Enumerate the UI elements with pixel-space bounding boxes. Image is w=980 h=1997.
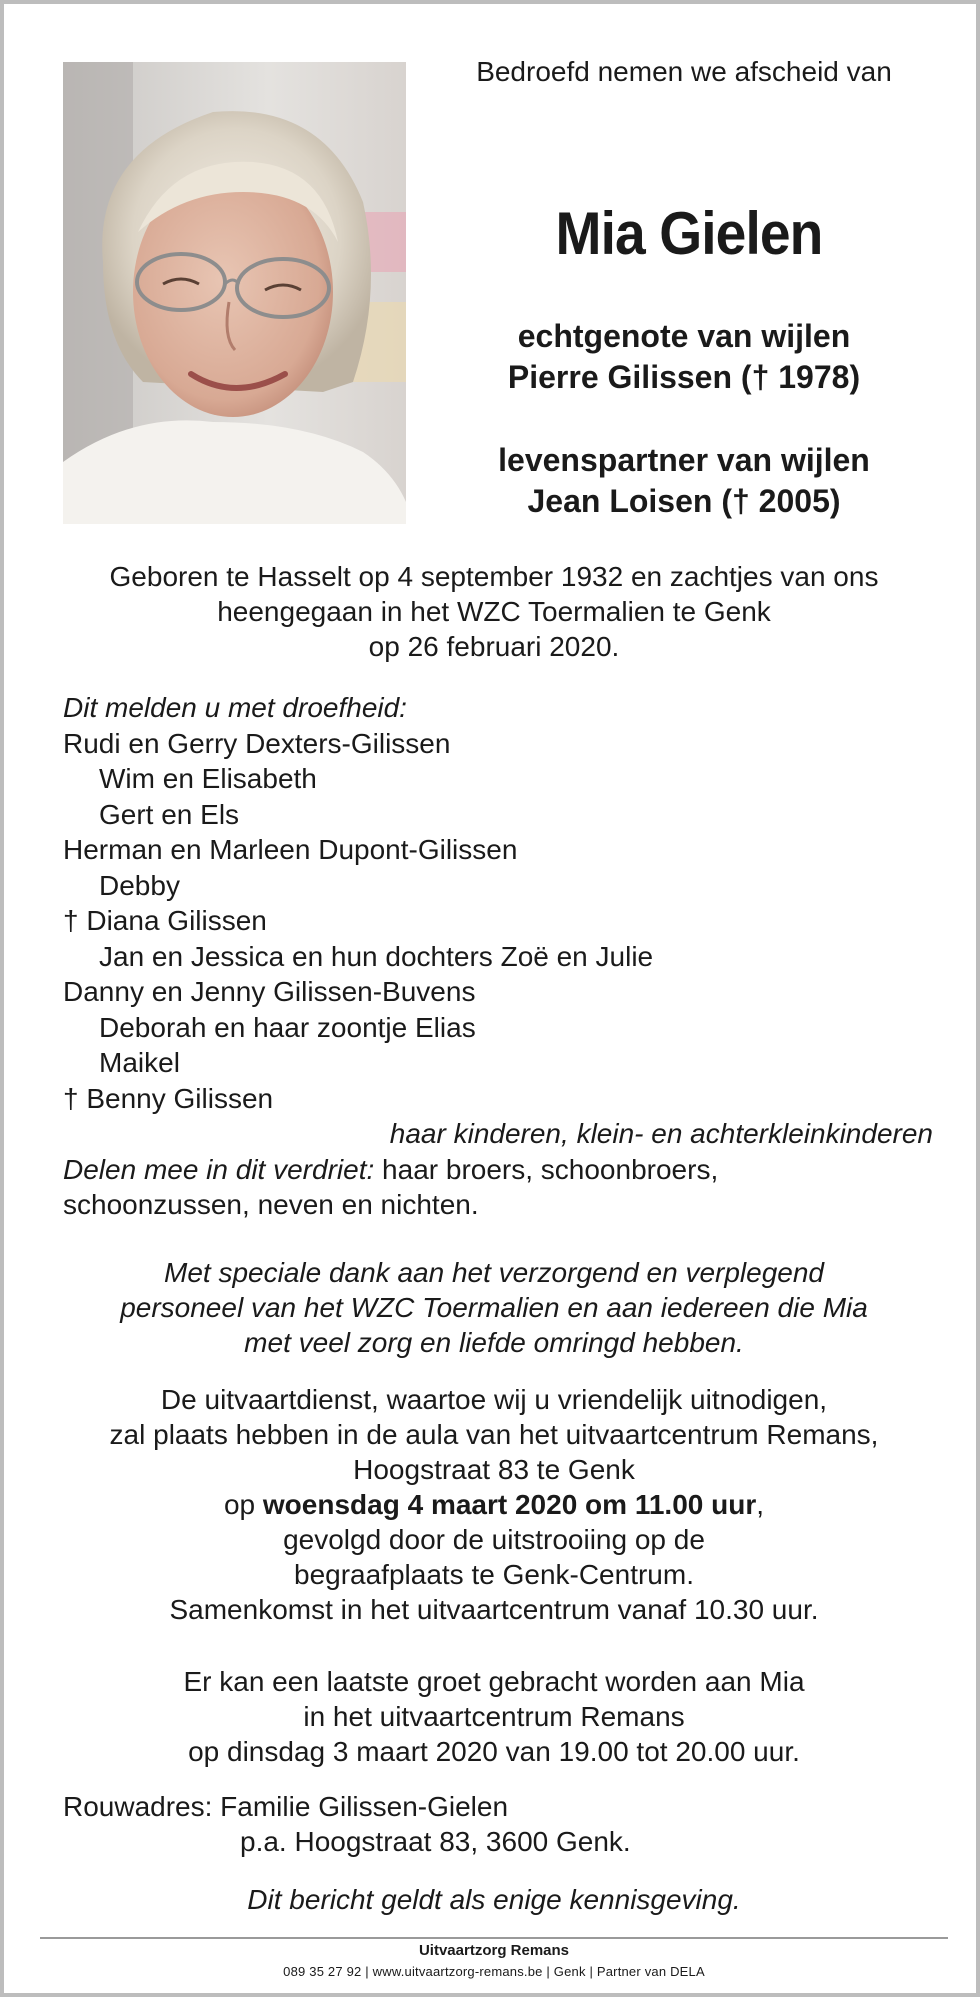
partner-block: [424, 440, 944, 522]
bio-line: Geboren te Hasselt op 4 september 1932 en zachtjes van ons: [109, 561, 879, 592]
family-row: † Benny Gilissen: [63, 1082, 274, 1114]
deceased-name: Mia Gielen: [555, 200, 823, 267]
address-line: Rouwadres: Familie Gilissen-Gielen: [63, 1791, 509, 1822]
spouse-relation: echtgenote van wijlen: [517, 318, 851, 354]
funeral-service-block: [44, 1382, 944, 1627]
family-row: Deborah en haar zoontje Elias: [99, 1011, 476, 1043]
service-line: begraafplaats te Genk-Centrum.: [294, 1559, 694, 1590]
share-label: Delen mee in dit verdriet:: [63, 1153, 375, 1185]
family-list: [63, 690, 933, 1223]
partner-name: Jean Loisen († 2005): [527, 483, 841, 519]
service-line: Hoogstraat 83 te Genk: [353, 1454, 635, 1485]
service-line: zal plaats hebben in de aula van het uitvaartcentrum Remans,: [109, 1419, 879, 1450]
visit-line: in het uitvaartcentrum Remans: [303, 1701, 685, 1732]
family-row: Jan en Jessica en hun dochters Zoë en Julie: [99, 940, 654, 972]
service-date: woensdag 4 maart 2020 om 11.00 uur: [262, 1489, 757, 1520]
relation-line: haar kinderen, klein- en achterkleinkinderen: [389, 1118, 933, 1149]
service-date-line: [44, 1487, 944, 1522]
visit-line: op dinsdag 3 maart 2020 van 19.00 tot 20.00 uur.: [188, 1736, 800, 1767]
family-row: Gert en Els: [99, 798, 240, 830]
portrait-image: [63, 62, 406, 524]
address-line: p.a. Hoogstraat 83, 3600 Genk.: [240, 1826, 631, 1857]
mourning-address: [63, 1789, 933, 1859]
bio-line: heengegaan in het WZC Toermalien te Genk: [217, 596, 771, 627]
service-line: De uitvaartdienst, waartoe wij u vriendelijk uitnodigen,: [160, 1384, 828, 1415]
notice-line: Dit bericht geldt als enige kennisgeving.: [247, 1884, 741, 1915]
family-row: Wim en Elisabeth: [99, 763, 317, 794]
family-row: Herman en Marleen Dupont-Gilissen: [63, 834, 518, 865]
bio-line: op 26 februari 2020.: [368, 631, 620, 662]
share-line: [63, 1152, 933, 1188]
thanks-line: personeel van het WZC Toermalien en aan iedereen die Mia: [120, 1292, 868, 1323]
thanks-line: Met speciale dank aan het verzorgend en verplegend: [164, 1257, 824, 1288]
family-row: Rudi en Gerry Dexters-Gilissen: [63, 727, 451, 759]
share-text: haar broers, schoonbroers,: [382, 1153, 719, 1185]
footer-contact: 089 35 27 92 | www.uitvaartzorg-remans.be | Genk | Partner van DELA: [283, 1964, 705, 1979]
thanks-block: [44, 1255, 944, 1360]
date-suffix: ,: [756, 1489, 765, 1520]
announce-line: Dit melden u met droefheid:: [63, 692, 407, 723]
portrait-photo: [63, 62, 406, 524]
family-row: Danny en Jenny Gilissen-Buvens: [63, 976, 476, 1007]
intro-line: Bedroefd nemen we afscheid van: [476, 56, 892, 87]
thanks-line: met veel zorg en liefde omringd hebben.: [244, 1327, 744, 1358]
visitation-block: [44, 1664, 944, 1769]
visit-line: Er kan een laatste groet gebracht worden aan Mia: [183, 1666, 805, 1697]
partner-relation: levenspartner van wijlen: [498, 442, 870, 478]
spouse-name: Pierre Gilissen († 1978): [507, 359, 861, 395]
birth-death-info: [44, 559, 944, 664]
footer-divider: [40, 1937, 948, 1939]
family-row: † Diana Gilissen: [63, 905, 267, 936]
service-line: Samenkomst in het uitvaartcentrum vanaf 10.30 uur.: [169, 1594, 819, 1625]
spouse-block: [424, 316, 944, 398]
service-line: gevolgd door de uitstrooiing op de: [283, 1524, 705, 1555]
share-line-2: schoonzussen, neven en nichten.: [63, 1189, 479, 1220]
family-row: Maikel: [99, 1047, 180, 1078]
footer-company: Uitvaartzorg Remans: [418, 1942, 570, 1959]
date-prefix: op: [223, 1489, 263, 1520]
family-row: Debby: [99, 869, 180, 901]
